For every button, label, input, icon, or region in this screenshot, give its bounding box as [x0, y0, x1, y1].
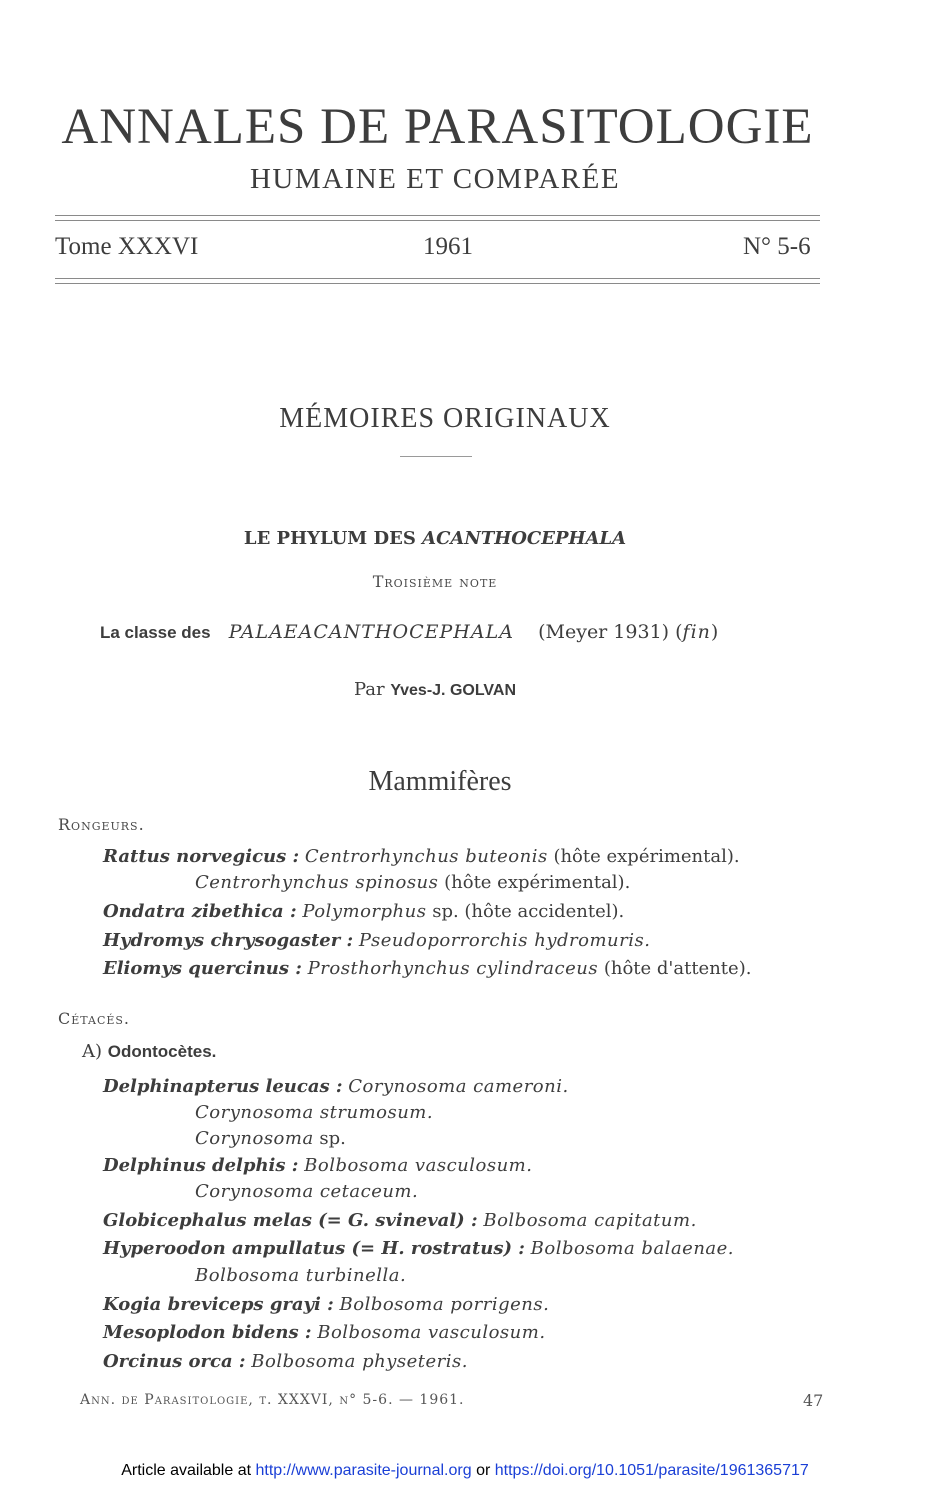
page-number: 47 [803, 1391, 824, 1410]
header-rule-top [55, 215, 820, 216]
parasite-name: Corynosoma cameroni. [348, 1076, 569, 1097]
classe-name: PALAEACANTHOCEPHALA [228, 621, 514, 643]
issue-year: 1961 [423, 233, 473, 260]
host-name: Mesoplodon bidens : [103, 1322, 312, 1343]
parasite-name: Pseudoporrorchis hydromuris. [358, 930, 651, 951]
entry-note: sp. (hôte accidentel). [432, 901, 625, 922]
article-note: Troisième note [372, 572, 498, 591]
list-item [103, 958, 751, 979]
group-cetaces: Cétacés. [58, 1009, 131, 1028]
article-title-prefix: LE PHYLUM DES [243, 528, 416, 549]
header-rule-bottom [55, 278, 820, 279]
parasite-name: Corynosoma strumosum. [195, 1102, 434, 1123]
list-item [103, 1210, 697, 1231]
parasite-name: Bolbosoma porrigens. [339, 1294, 550, 1315]
group-rongeurs: Rongeurs. [58, 815, 145, 834]
entry-note: (hôte d'attente). [603, 958, 752, 979]
article-author [0, 679, 870, 700]
availability-line [0, 1462, 930, 1480]
list-item [103, 930, 650, 951]
classe-author: (Meyer 1931) ( [538, 621, 683, 643]
classe-line [100, 621, 718, 643]
parasite-name: Bolbosoma turbinella. [195, 1265, 407, 1286]
host-name: Hyperoodon ampullatus (= H. rostratus) : [103, 1238, 525, 1259]
journal-link[interactable]: http://www.parasite-journal.org [255, 1462, 472, 1479]
parasite-name: Bolbosoma capitatum. [483, 1210, 697, 1231]
list-item [195, 1102, 433, 1123]
tome-label: Tome XXXVI [55, 233, 199, 260]
header-rule-top-2 [55, 220, 820, 221]
issue-number: N° 5-6 [743, 233, 811, 260]
list-item [103, 901, 624, 922]
parasite-name: Bolbosoma balaenae. [530, 1238, 735, 1259]
classe-label: La classe des [100, 623, 211, 642]
list-item [103, 1076, 569, 1097]
classe-close: ) [710, 621, 719, 643]
section-heading: MÉMOIRES ORIGINAUX [279, 403, 611, 434]
list-item [103, 1155, 532, 1176]
journal-title: ANNALES DE PARASITOLOGIE [61, 99, 814, 155]
host-name: Ondatra zibethica : [103, 901, 297, 922]
host-name: Rattus norvegicus : [103, 846, 300, 867]
availability-prefix: Article available at [121, 1462, 252, 1479]
subgroup-odontocetes [82, 1041, 216, 1062]
doi-link[interactable]: https://doi.org/10.1051/parasite/1961365717 [494, 1462, 809, 1479]
section-divider [400, 456, 472, 457]
host-name: Hydromys chrysogaster : [103, 930, 354, 951]
header-rule-bottom-2 [55, 283, 820, 284]
list-item [103, 1351, 468, 1372]
parasite-name: Centrorhynchus spinosus [195, 872, 439, 893]
host-name: Globicephalus melas (= G. svineval) : [103, 1210, 478, 1231]
entry-note: sp. [319, 1128, 346, 1149]
list-item [195, 1265, 406, 1286]
list-item [195, 872, 630, 893]
list-item [103, 846, 740, 867]
author-name: Yves-J. GOLVAN [390, 682, 517, 699]
article-title [0, 528, 870, 549]
parasite-name: Bolbosoma vasculosum. [317, 1322, 546, 1343]
entry-note: (hôte expérimental). [553, 846, 740, 867]
parasite-name: Bolbosoma vasculosum. [304, 1155, 533, 1176]
subgroup-prefix: A) [82, 1041, 103, 1062]
footer-reference: Ann. de Parasitologie, t. XXXVI, n° 5-6. — 1961. [80, 1392, 465, 1408]
parasite-name: Bolbosoma physeteris. [251, 1351, 468, 1372]
host-name: Eliomys quercinus : [103, 958, 302, 979]
host-name: Delphinapterus leucas : [103, 1076, 343, 1097]
host-name: Kogia breviceps grayi : [103, 1294, 334, 1315]
host-name: Delphinus delphis : [103, 1155, 299, 1176]
author-prefix: Par [353, 679, 385, 700]
list-item [103, 1238, 734, 1259]
parasite-name: Prosthorhynchus cylindraceus [307, 958, 599, 979]
list-item [195, 1181, 418, 1202]
availability-middle: or [476, 1462, 491, 1479]
parasite-name: Polymorphus [302, 901, 427, 922]
list-item [103, 1322, 546, 1343]
parasite-name: Corynosoma cetaceum. [195, 1181, 419, 1202]
parasite-name: Centrorhynchus buteonis [304, 846, 548, 867]
parasite-name: Corynosoma [195, 1128, 314, 1149]
list-item [103, 1294, 549, 1315]
classe-fin: fin [682, 621, 711, 643]
list-item [195, 1128, 346, 1149]
journal-subtitle: HUMAINE ET COMPARÉE [249, 163, 621, 195]
article-title-italic: ACANTHOCEPHALA [422, 528, 627, 549]
host-name: Orcinus orca : [103, 1351, 246, 1372]
subgroup-label: Odontocètes. [107, 1042, 217, 1061]
mammiferes-heading: Mammifères [368, 766, 512, 797]
entry-note: (hôte expérimental). [444, 872, 631, 893]
